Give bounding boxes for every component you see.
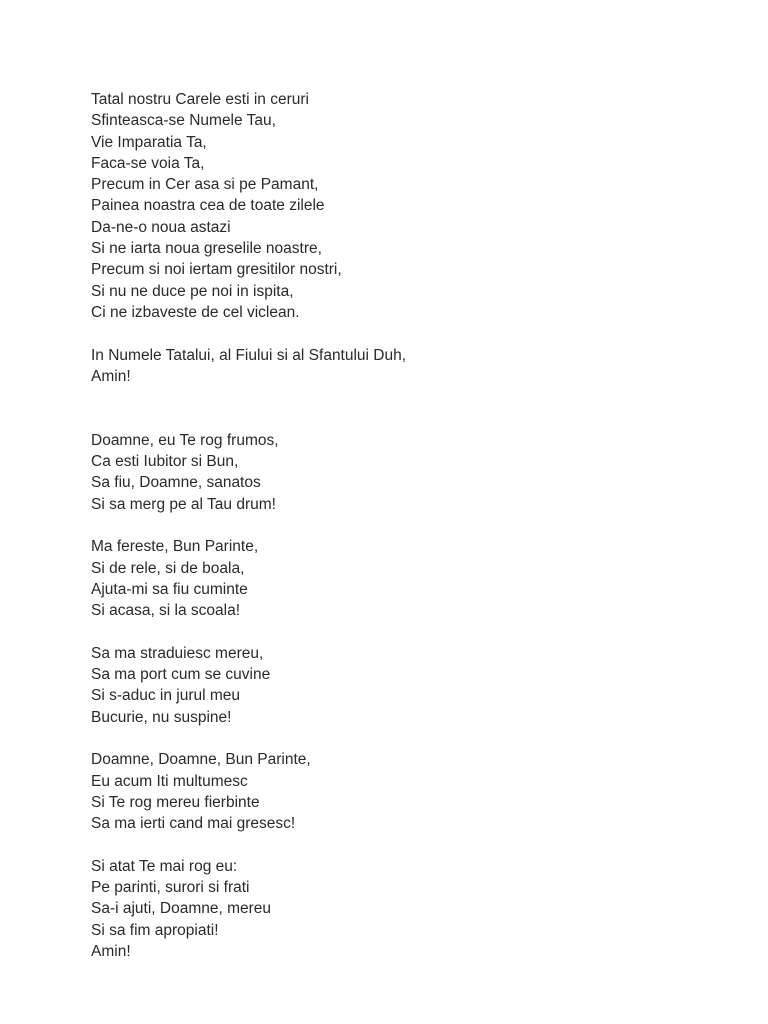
prayer-line: Ci ne izbaveste de cel viclean.: [91, 303, 300, 321]
stanza-gap: [91, 728, 731, 749]
prayer-line: Si ne iarta noua greselile noastre,: [91, 240, 322, 258]
poem-line: Doamne, eu Te rog frumos,: [91, 431, 279, 449]
prayer-line: Tatal nostru Carele esti in ceruri: [91, 91, 309, 108]
poem-line: Sa ma port cum se cuvine: [91, 666, 271, 684]
poem-line: Si atat Te mai rog eu:: [91, 857, 238, 875]
section-gap: [91, 387, 731, 430]
poem-line: Si acasa, si la scoala!: [91, 602, 241, 620]
poem-stanza-2: [91, 536, 731, 621]
poem-line: Doamne, Doamne, Bun Parinte,: [91, 751, 311, 769]
poem-line: Sa fiu, Doamne, sanatos: [91, 474, 261, 492]
poem-stanza-3: [91, 643, 731, 728]
prayer-line: Si nu ne duce pe noi in ispita,: [91, 282, 294, 300]
closing-line: In Numele Tatalui, al Fiului si al Sfantului Duh,: [91, 346, 407, 364]
prayer-line: Painea noastra cea de toate zilele: [91, 197, 325, 215]
prayer-line: Da-ne-o noua astazi: [91, 218, 231, 236]
prayer-line: Precum si noi iertam gresitilor nostri,: [91, 261, 342, 279]
stanza-gap: [91, 834, 731, 855]
poem-line: Si sa fim apropiati!: [91, 921, 219, 939]
poem-line: Sa ma straduiesc mereu,: [91, 644, 264, 662]
paragraph-gap: [91, 323, 731, 344]
poem-line: Si Te rog mereu fierbinte: [91, 793, 260, 811]
poem-line: Si de rele, si de boala,: [91, 559, 245, 577]
prayer-closing: [91, 345, 731, 388]
document-page: [91, 89, 731, 962]
poem-stanza-1: [91, 430, 731, 515]
poem-line: Si sa merg pe al Tau drum!: [91, 495, 276, 513]
prayer-tatal-nostru: [91, 89, 731, 323]
poem-stanza-4: [91, 749, 731, 834]
poem-line: Amin!: [91, 942, 131, 960]
prayer-line: Sfinteasca-se Numele Tau,: [91, 112, 276, 130]
poem-line: Ma fereste, Bun Parinte,: [91, 538, 259, 556]
poem-line: Sa-i ajuti, Doamne, mereu: [91, 900, 272, 918]
poem-line: Si s-aduc in jurul meu: [91, 687, 241, 705]
prayer-line: Vie Imparatia Ta,: [91, 133, 207, 151]
poem-line: Ajuta-mi sa fiu cuminte: [91, 580, 248, 598]
poem-line: Sa ma ierti cand mai gresesc!: [91, 815, 296, 833]
poem-line: Bucurie, nu suspine!: [91, 708, 232, 726]
prayer-line: Faca-se voia Ta,: [91, 154, 205, 172]
poem-stanza-5: [91, 856, 731, 962]
stanza-gap: [91, 621, 731, 642]
poem-line: Ca esti Iubitor si Bun,: [91, 453, 239, 471]
stanza-gap: [91, 515, 731, 536]
closing-line: Amin!: [91, 367, 131, 385]
poem-line: Pe parinti, surori si frati: [91, 878, 250, 896]
prayer-line: Precum in Cer asa si pe Pamant,: [91, 176, 319, 194]
poem-line: Eu acum Iti multumesc: [91, 772, 248, 790]
